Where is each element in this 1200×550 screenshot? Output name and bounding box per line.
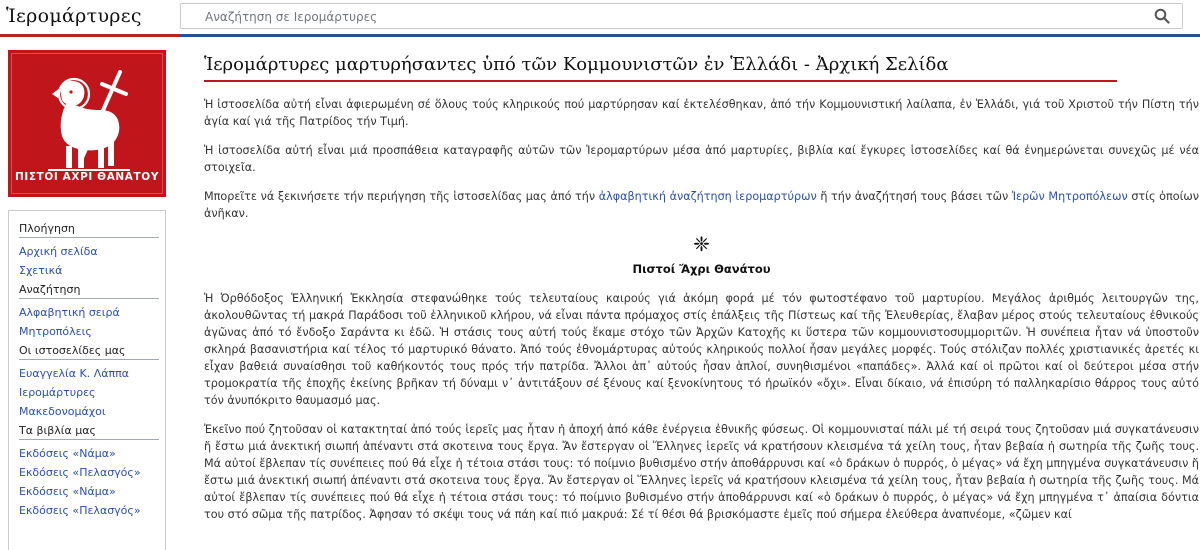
logo-caption: ΠΙΣΤΟΙ ΑΧΡΙ ΘΑΝΑΤΟΥ xyxy=(14,171,160,183)
body-paragraph-2: Ἐκεῖνο πού ζητοῦσαν οἱ κατακτηταί ἀπό τούς ἱερεῖς μας ἦταν ἡ ἀποχή ἀπό κάθε ἐνέργεια ἐθνικῆς φύσεως. Οἱ κομμουνισταί πάλι μέ τή σειρά τους ζητοῦσαν μιά συγκατάνευσιν ἤ ἔστω μιά ἀνεκτική σιωπή ἀπέναντι στά σκοτεινα τους ἔργα. Ἄν ἔστεργαν οἱ Ἕλληνες ἱερεῖς νά κρατήσουν κλεισμένα τά χείλη τους, ἦταν βεβαία ἡ σωτηρία τῆς ζωῆς τους. Μά αὐτοί ἔβλεπαν τίς συνέπειες πού θά εἶχε ἡ τέτοια στάσι τους: τό ποίμνιο βυθισμένο στήν ἀποθάρρυνσι καί «ὁ δράκων ὁ πυρρός, ὁ μέγας» νά ἔχη μπηγμένα συγκατάνευσιν ἤ ἔστω μιά ἀνεκτική σιωπή ἀπέναντι στά σκοτεινα τους ἔργα. Ἄν ἔστεργαν οἱ Ἕλληνες ἱερεῖς νά κρατήσουν κλεισμένα τά χείλη τους, ἦταν βεβαία ἡ σωτηρία τῆς ζωῆς τους. Μά αὐτοί ἔβλεπαν τίς συνέπειες πού θά εἶχε ἡ τέτοια στάσι τους: τό ποίμνιο βυθισμένο στήν ἀποθάρρυνσι καί «ὁ δράκων ὁ πυρρός, ὁ μέγας» νά ἔχη μπηγμένα τ᾽ ἀπαίσια δόντια του στό σῶμα τῆς πατρίδος. Ἀφησαν τό σκέψι τους νά πάη καί πιό μακρυά: Σέ τί θέσι θά βρισκόμαστε ἐμεῖς πού σήμερα ἐλεύθερα ἀναπνέομε, «ζῶμεν καί xyxy=(204,423,1199,521)
intro-paragraph-1: Ἡ ἱστοσελίδα αὐτή εἶναι ἀφιερωμένη σέ ὅλους τούς κληρικούς πού μαρτύρησαν καί ἐκτελέσθηκαν, ἀπό τήν Κομμουνιστική λαίλαπα, ἐν Ἑλλάδι, γιά τοῦ Χριστοῦ τήν Πίστη τήν ἁγία καί γιά τῆς Πατρίδος τήν Τιμή. xyxy=(204,98,1199,128)
sidebar-item-about[interactable]: Σχετικά xyxy=(19,264,63,277)
intro-3-text-b: ἤ τήν ἀναζήτησή τους βάσει τῶν xyxy=(816,190,1012,203)
site-logo[interactable] xyxy=(8,50,166,197)
top-bar xyxy=(0,0,1200,36)
search-box[interactable] xyxy=(180,3,1183,29)
alphabetical-search-link[interactable]: ἀλφαβητική ἀναζήτηση ἱερομαρτύρων xyxy=(598,190,817,203)
sidebar-item-alphabetical[interactable]: Αλφαβητική σειρά xyxy=(19,306,120,319)
intro-3-text-a: Μπορεῖτε νά ξεκινήσετε τήν περιήγηση τῆς ἱστοσελίδας μας ἀπό τήν xyxy=(204,190,599,203)
intro-paragraph-2: Ἡ ἱστοσελίδα αὐτή εἶναι μιά προσπάθεια καταγραφῆς αὐτῶν τῶν Ἱερομαρτύρων μέσα ἀπό μαρτυρίες, βιβλία καί ἔγκυρες ἱστοσελίδες καί θά ἐνημερώνεται συνεχῶς μέ νέα στοιχεῖα. xyxy=(204,144,1199,174)
header-rule-red xyxy=(0,34,180,37)
site-title[interactable]: Ἱερομάρτυρες xyxy=(6,5,142,27)
header-rule-blue xyxy=(180,34,1200,37)
sidebar-heading-search: Αναζήτηση xyxy=(19,282,159,299)
intro-paragraph-3 xyxy=(204,188,1199,222)
sidebar-item-pelasgos-1[interactable]: Εκδόσεις «Πελασγός» xyxy=(19,466,141,479)
intro-3-text-c: στίς ὁποίων ἀνῆκαν. xyxy=(204,190,1199,220)
body-paragraph-1: Ἡ Ὀρθόδοξος Ἑλληνική Ἐκκλησία στεφανώθηκε τούς τελευταίους καιρούς γιά ἀκόμη φορά μέ τόν φωτοστέφανο τοῦ μαρτυρίου. Μεγάλος ἀριθμός λειτουργῶν της, ἀκολουθῶντας τή μακρά Παράδοσι τοῦ ἑλληνικοῦ κλήρου, νά εἶναι πάντα πρόμαχος στίς ἐπάλξεις τῆς Πίστεως καί τῆς Ἐλευθερίας, ἔλαβαν μέρος στούς τελευταίους ἐθνικούς ἀγῶνας ἀπό τό ἔνδοξο Σαράντα κι ἐδῶ. Ἡ στάσις τους αὐτή τούς ἔκαμε στόχο τῶν Ἀρχῶν Κατοχῆς κι ὕστερα τῶν κομμουνιστοσυμμοριτῶν. Ἡ συνέπεια ἦταν νά ὑποστοῦν σκληρά βασανιστήρια καί τέλος τό μαρτυρικό θάνατο. Ἀπό τούς ἐθνομάρτυρας αὐτούς κληρικούς πολλοί ἦσαν μεγάλες μορφές. Τούς στόλιζαν πολλές χριστιανικές ἀρετές κι εἶχαν βαθειά συναίσθησι τοῦ καθήκοντός τους πρός τήν πατρίδα. Ἄλλοι ἀπ᾽ αὐτούς ἦσαν ἁπλοί, συνηθισμένοι «παπάδες». Ἀλλά καί οἱ πρῶτοι καί οἱ δεύτεροι μέσα στήν τρομοκρατία τῆς ἐποχῆς ἐκείνης βρῆκαν τή δύναμι ν᾽ ἀντιτάξουν σέ ξένους καί ξενοκίνητους τό ἡρωϊκόν «ὄχι». Εἶναι δίκαιο, νά ἐπισύρη τό παλληκαρίσιο θάρρος τους αὐτό τόν ἀνυπόκριτο θαυμασμό μας. xyxy=(204,292,1199,407)
search-input[interactable] xyxy=(203,7,1127,27)
sidebar-item-nama-2[interactable]: Εκδόσεις «Νάμα» xyxy=(19,485,116,498)
sidebar-item-evangelia-lappa[interactable]: Ευαγγελία Κ. Λάππα xyxy=(19,367,129,380)
section-heading: Πιστοί Ἄχρι Θανάτου xyxy=(632,262,771,276)
sidebar-item-hieromartyrs[interactable]: Ιερομάρτυρες xyxy=(19,386,96,399)
sidebar-heading-navigation: Πλοήγηση xyxy=(19,221,159,238)
ornament-icon: ❈ xyxy=(693,232,710,256)
page-title: Ἱερομάρτυρες μαρτυρήσαντες ὑπό τῶν Κομμουνιστῶν ἐν Ἑλλάδι - Ἀρχική Σελίδα xyxy=(204,54,949,75)
search-icon[interactable] xyxy=(1154,8,1170,24)
sidebar-item-home[interactable]: Αρχική σελίδα xyxy=(19,245,98,258)
sidebar-item-pelasgos-2[interactable]: Εκδόσεις «Πελασγός» xyxy=(19,504,141,517)
sidebar-heading-books: Τα βιβλία μας xyxy=(19,423,159,440)
sidebar-item-metropolises[interactable]: Μητροπόλεις xyxy=(19,325,92,338)
metropolises-link[interactable]: Ἱερῶν Μητροπόλεων xyxy=(1011,190,1128,203)
sidebar-item-nama-1[interactable]: Εκδόσεις «Νάμα» xyxy=(19,447,116,460)
sidebar-item-makedonomachoi[interactable]: Μακεδονομάχοι xyxy=(19,405,106,418)
sidebar-heading-our-sites: Οι ιστοσελίδες μας xyxy=(19,343,159,360)
sidebar xyxy=(8,210,166,550)
main-content xyxy=(204,52,1199,523)
title-underline xyxy=(204,80,1117,82)
